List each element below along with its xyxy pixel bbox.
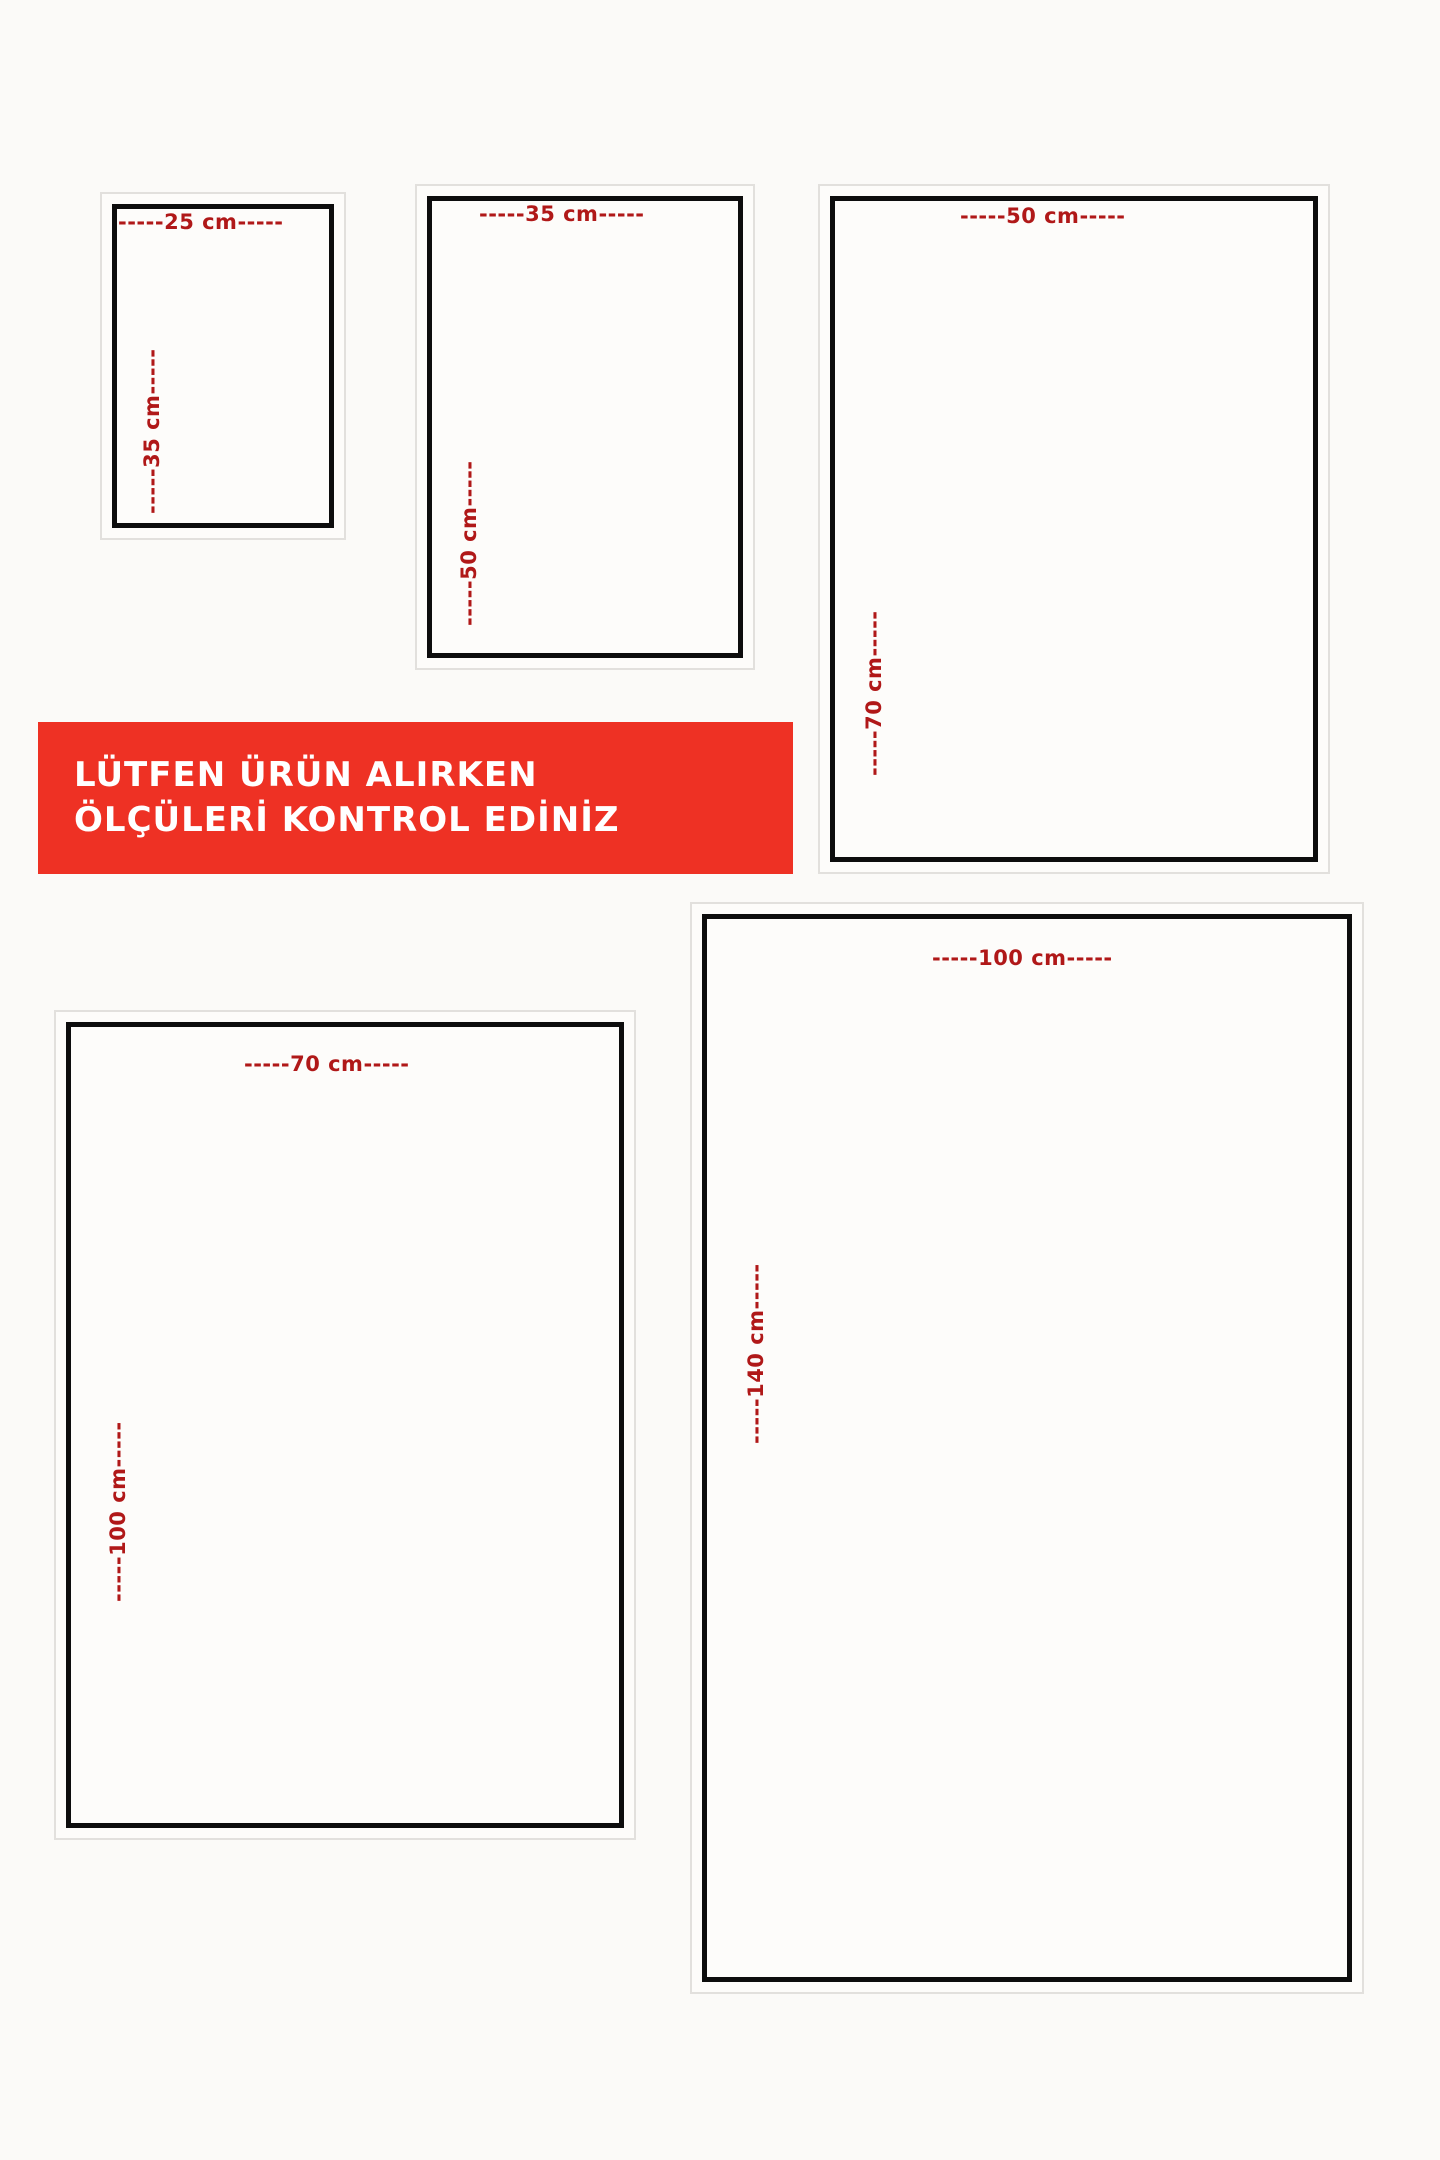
frame-25x35-height-label: -----35 cm----- [140,348,164,514]
frame-25x35-width-label: -----25 cm----- [118,210,284,234]
frame-100x140-inner [702,914,1352,1982]
frame-35x50-height-label: -----50 cm----- [457,460,481,626]
warning-banner-line1: LÜTFEN ÜRÜN ALIRKEN [74,755,538,796]
frame-35x50 [415,184,755,670]
frame-100x140-width-label: -----100 cm----- [932,946,1113,970]
frame-100x140 [690,902,1364,1994]
frame-35x50-width-label: -----35 cm----- [479,202,645,226]
frame-50x70-inner [830,196,1318,862]
frame-70x100 [54,1010,636,1840]
frame-50x70 [818,184,1330,874]
frame-70x100-height-label: -----100 cm----- [106,1421,130,1602]
frame-70x100-width-label: -----70 cm----- [244,1052,410,1076]
warning-banner-line2: ÖLÇÜLERİ KONTROL EDİNİZ [74,800,620,840]
frame-50x70-width-label: -----50 cm----- [960,204,1126,228]
warning-banner [38,722,793,874]
frame-100x140-height-label: -----140 cm----- [744,1263,768,1444]
frame-70x100-inner [66,1022,624,1828]
frame-50x70-height-label: -----70 cm----- [862,610,886,776]
frame-25x35 [100,192,346,540]
